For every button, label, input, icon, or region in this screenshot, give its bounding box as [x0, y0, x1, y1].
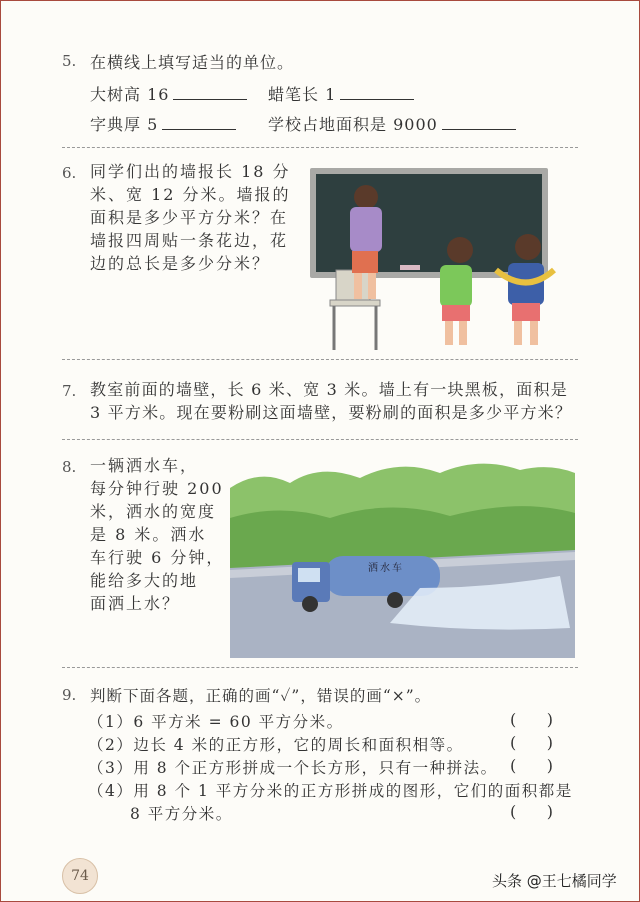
q9-item-4: （4）用 8 个 1 平方分米的正方形拼成的图形，它们的面积都是	[88, 782, 573, 800]
divider	[62, 359, 578, 360]
q5-number: 5.	[62, 52, 77, 70]
q5-item-text: 字典厚 5	[90, 115, 159, 134]
answer-parentheses[interactable]: ( )	[510, 756, 553, 775]
q8-line: 每分钟行驶 200	[90, 479, 224, 498]
q9-item-4-continued: 8 平方分米。	[130, 805, 233, 823]
q5-item-text: 大树高 16	[90, 85, 170, 104]
q5-item-1	[90, 82, 247, 105]
q7-line: 教室前面的墙壁，长 6 米、宽 3 米。墙上有一块黑板，面积是	[90, 380, 568, 399]
watermark: 头条 @王七橘同学	[492, 872, 617, 890]
divider	[62, 667, 578, 668]
q6-number: 6.	[62, 164, 77, 182]
q8-line: 面洒上水？	[90, 594, 181, 613]
q9-title: 判断下面各题，正确的画“✓”，错误的画“×”。	[90, 687, 432, 705]
divider	[62, 147, 578, 148]
q8-line: 是 8 米。洒水	[90, 525, 207, 544]
q6-line: 米、宽 12 分米。墙报的	[90, 185, 291, 204]
answer-blank[interactable]	[173, 98, 247, 100]
q6-line: 同学们出的墙报长 18 分	[90, 162, 291, 181]
answer-blank[interactable]	[340, 98, 414, 100]
answer-parentheses[interactable]: ( )	[510, 733, 553, 752]
q8-line: 能给多大的地	[90, 571, 199, 590]
q5-item-text: 蜡笔长 1	[268, 85, 337, 104]
q8-line: 一辆洒水车，	[90, 456, 199, 475]
q9-number: 9.	[62, 686, 77, 704]
answer-blank[interactable]	[442, 128, 516, 130]
blackboard-illustration	[300, 165, 570, 355]
q6-text	[90, 160, 291, 275]
q5-item-2	[268, 82, 414, 105]
answer-parentheses[interactable]: ( )	[510, 802, 553, 821]
q6-line: 面积是多少平方分米？在	[90, 208, 289, 227]
q7-number: 7.	[62, 382, 77, 400]
q5-item-3	[90, 112, 236, 135]
q8-number: 8.	[62, 458, 77, 476]
q7-line: 3 平方米。现在要粉刷这面墙壁，要粉刷的面积是多少平方米？	[90, 403, 573, 422]
water-truck-illustration	[230, 458, 575, 658]
answer-blank[interactable]	[162, 128, 236, 130]
q9-item-1: （1）6 平方米 = 60 平方分米。	[88, 713, 344, 731]
q9-item-3: （3）用 8 个正方形拼成一个长方形，只有一种拼法。	[88, 759, 498, 777]
answer-parentheses[interactable]: ( )	[510, 710, 553, 729]
q7-text	[90, 378, 572, 424]
q8-line: 车行驶 6 分钟，	[90, 548, 225, 567]
q5-item-4	[268, 112, 516, 135]
q6-line: 墙报四周贴一条花边，花	[90, 231, 289, 250]
q6-line: 边的总长是多少分米？	[90, 254, 271, 273]
truck-label: 洒水车	[368, 563, 404, 574]
q5-item-text: 学校占地面积是 9000	[268, 115, 438, 134]
divider	[62, 439, 578, 440]
page-number: 74	[62, 858, 98, 894]
q5-title: 在横线上填写适当的单位。	[90, 53, 295, 72]
q8-line: 米，洒水的宽度	[90, 502, 217, 521]
q9-item-2: （2）边长 4 米的正方形，它的周长和面积相等。	[88, 736, 464, 754]
q8-text	[90, 454, 224, 615]
